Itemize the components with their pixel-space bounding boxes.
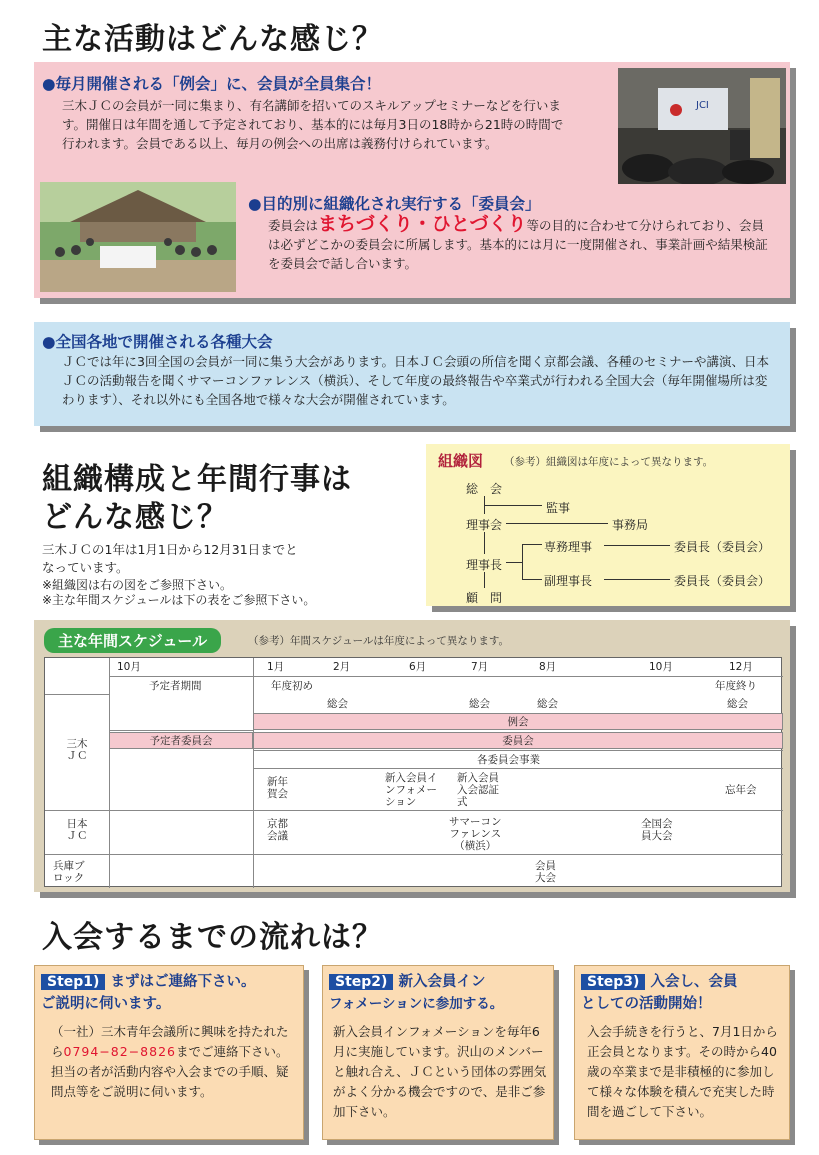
reikai-band: 例会: [253, 713, 783, 730]
step3-box: [574, 965, 790, 1140]
soukai-dec: 総会: [727, 698, 748, 710]
section2-heading-line2: どんな感じ？: [42, 500, 228, 535]
step3-title1: 入会し、会員: [650, 974, 738, 990]
reikai-body: 三木ＪＣの会員が一同に集まり、有名講師を招いてのスキルアップセミナーなどを行います。開催日は年間を通して予定されており、基本的には毎月3日の18時から21時の時間で行われます。会員である以上、毎月の例会への出席は義務付けられています。: [62, 98, 564, 151]
month-feb: 2月: [333, 661, 351, 673]
step1-phone: 0794−82−8826: [63, 1044, 176, 1059]
org-iincho2: 委員長（委員会）: [674, 574, 771, 588]
summer-conference: サマーコン ファレンス （横浜）: [449, 816, 502, 852]
iinkai-title: ●目的別に組織化され実行する「委員会」: [248, 195, 541, 213]
yotei-kikan-line: [109, 730, 253, 731]
step2-box: [322, 965, 554, 1140]
header-line: [109, 676, 783, 677]
section1-heading: 主な活動はどんな感じ？: [42, 22, 383, 57]
step3-tag: Step3): [581, 974, 645, 990]
bonenkai: 忘年会: [725, 784, 757, 796]
org-fuku-h: [522, 579, 542, 580]
hyogo-top-line: [45, 854, 783, 855]
zenkoku-taikai: 全国会 員大会: [641, 818, 673, 842]
step2-title1: 新入会員イン: [398, 974, 486, 990]
shinnen-gakai: 新年 賀会: [267, 776, 288, 800]
section2-body-line1: 三木ＪＣの1年は1月1日から12月31日までと: [42, 542, 298, 557]
yotei-kikan: 予定者期間: [149, 680, 202, 692]
taikai-title: ●全国各地で開催される各種大会: [42, 333, 273, 351]
meeting-photo: [618, 68, 786, 184]
iinkai-body: [268, 215, 776, 273]
org-fuku-iincho-line: [604, 579, 670, 580]
org-komon: 顧 問: [466, 591, 503, 605]
org-senmu-iincho-line: [604, 545, 670, 546]
step2-body: 新入会員インフォメーションを毎年6月に実施しています。沢山のメンバーと触れ合え、ＪＣという団体の雰囲気がよく分かる機会ですので、是非ご参加下さい。: [333, 1024, 547, 1119]
step1-body: [51, 1022, 291, 1102]
soukai-feb: 総会: [327, 698, 348, 710]
org-kanji: 監事: [546, 501, 571, 515]
step3-title-line2: としての活動開始！: [581, 996, 712, 1012]
org-branch-h: [506, 562, 522, 563]
month-jun: 6月: [409, 661, 427, 673]
month-oct: 10月: [649, 661, 673, 673]
yotei-iinkai-band: 予定者委員会: [109, 732, 253, 749]
org-chart-panel: [426, 444, 790, 606]
jigyo-line: [253, 768, 783, 769]
step1-box: [34, 965, 304, 1140]
kaku-iinkai-jigyo: 各委員会事業: [477, 754, 540, 766]
taikai-panel: [34, 322, 790, 426]
schedule-note: （参考）年間スケジュールは年度によって異なります。: [248, 635, 510, 647]
soukai-jul: 総会: [469, 698, 490, 710]
section2-body-line2: なっています。: [42, 560, 129, 575]
step3-body: 入会手続きを行うと、7月1日から正会員となります。その時から40歳の卒業まで是非積極的に参加して様々な体験を積んで充実した時間を過ごして下さい。: [587, 1024, 778, 1119]
org-jimukyoku: 事務局: [612, 518, 649, 532]
org-soukai: 総 会: [466, 482, 503, 496]
reikai-iinkai-panel: [34, 62, 790, 298]
org-senmu: 専務理事: [544, 540, 593, 554]
iinkai-post: 等の目的に合わせて分けられており、会員は必ずどこかの委員会に所属します。基本的には月に一度開催され、事業計画や結果検証を委員会で話し合います。: [268, 218, 768, 271]
new-member-info: 新入会員イ ンフォメー ション: [385, 772, 438, 808]
taikai-body: ＪＣでは年に3回全国の会員が一同に集う大会があります。日本ＪＣ会頭の所信を聞く京都会議、各種のセミナーや講演、日本ＪＣの活動報告を聞くサマーコンファレンス（横浜）、そして年度の最終報告や卒業式が行われる全国大会（毎年開催場所は変わります）、それ以外にも全国各地で様々な大会が開催されています。: [62, 354, 769, 407]
org-branch-vert: [522, 544, 523, 579]
step1-body1: （一社）三木青年会議所に興味を持たれたら: [51, 1024, 289, 1059]
org-rijikai: 理事会: [466, 518, 503, 532]
month-jul: 7月: [471, 661, 489, 673]
org-chart-note: （参考）組織図は年度によって異なります。: [504, 456, 714, 468]
row-nihon-jc: 日本 ＪＣ: [66, 818, 88, 842]
kaiin-taikai: 会員 大会: [535, 860, 556, 884]
step2-title-line1: [329, 972, 486, 993]
iinkai-emphasis: まちづくり・ひとづくり: [318, 213, 527, 235]
org-fuku: 副理事長: [544, 574, 593, 588]
step1-tag: Step1): [41, 974, 105, 990]
kyoto-kaigi: 京都 会議: [267, 818, 288, 842]
svg-text:JCI: JCI: [696, 100, 709, 111]
org-jimu-line: [506, 523, 608, 524]
section2-note1: ※組織図は右の図をご参照下さい。: [42, 578, 233, 592]
iinkai-bottom-line: [253, 750, 783, 751]
org-chart-title: 組織図: [438, 452, 484, 470]
org-rijicho: 理事長: [466, 558, 503, 572]
nendo-hajime: 年度初め: [271, 680, 313, 692]
miki-top-line: [45, 694, 109, 695]
row-hyogo-block: 兵庫ブ ロック: [53, 860, 85, 884]
step1-body2: までご連絡下さい。担当の者が活動内容や入会までの手順、疑問点等をご説明に伺います。: [51, 1044, 289, 1099]
iinkai-band: 委員会: [253, 732, 783, 749]
schedule-table: [44, 657, 782, 887]
month-jan: 1月: [267, 661, 285, 673]
section3-heading: 入会するまでの流れは？: [42, 920, 383, 955]
org-kanji-line: [484, 505, 542, 506]
step1-title-line1: [41, 972, 256, 993]
org-iincho1: 委員長（委員会）: [674, 540, 771, 554]
nihon-top-line: [45, 810, 783, 811]
step1-title1: まずはご連絡下さい。: [110, 974, 256, 990]
org-trunk-line2: [484, 532, 485, 554]
step2-tag: Step2): [329, 974, 393, 990]
row-miki-jc: 三木 ＪＣ: [66, 738, 88, 762]
new-member-ceremony: 新入会員 入会認証 式: [457, 772, 499, 808]
reikai-title: ●毎月開催される「例会」に、会員が全員集合！: [42, 75, 382, 93]
soukai-aug: 総会: [537, 698, 558, 710]
section2-note2: ※主な年間スケジュールは下の表をご参照下さい。: [42, 593, 316, 607]
schedule-title: 主な年間スケジュール: [44, 628, 221, 653]
section2-heading-line1: 組織構成と年間行事は: [42, 462, 352, 497]
month-aug: 8月: [539, 661, 557, 673]
iinkai-pre: 委員会は: [268, 218, 319, 233]
month-oct-prev: 10月: [117, 661, 141, 673]
org-trunk-line3: [484, 572, 485, 588]
month-dec: 12月: [729, 661, 753, 673]
group-photo: [40, 182, 236, 292]
step2-title-line2: フォメーションに参加する。: [329, 996, 504, 1012]
org-senmu-h: [522, 544, 542, 545]
step1-title-line2: ご説明に伺います。: [41, 996, 171, 1012]
step3-title-line1: [581, 972, 738, 993]
nendo-owari: 年度終り: [715, 680, 757, 692]
